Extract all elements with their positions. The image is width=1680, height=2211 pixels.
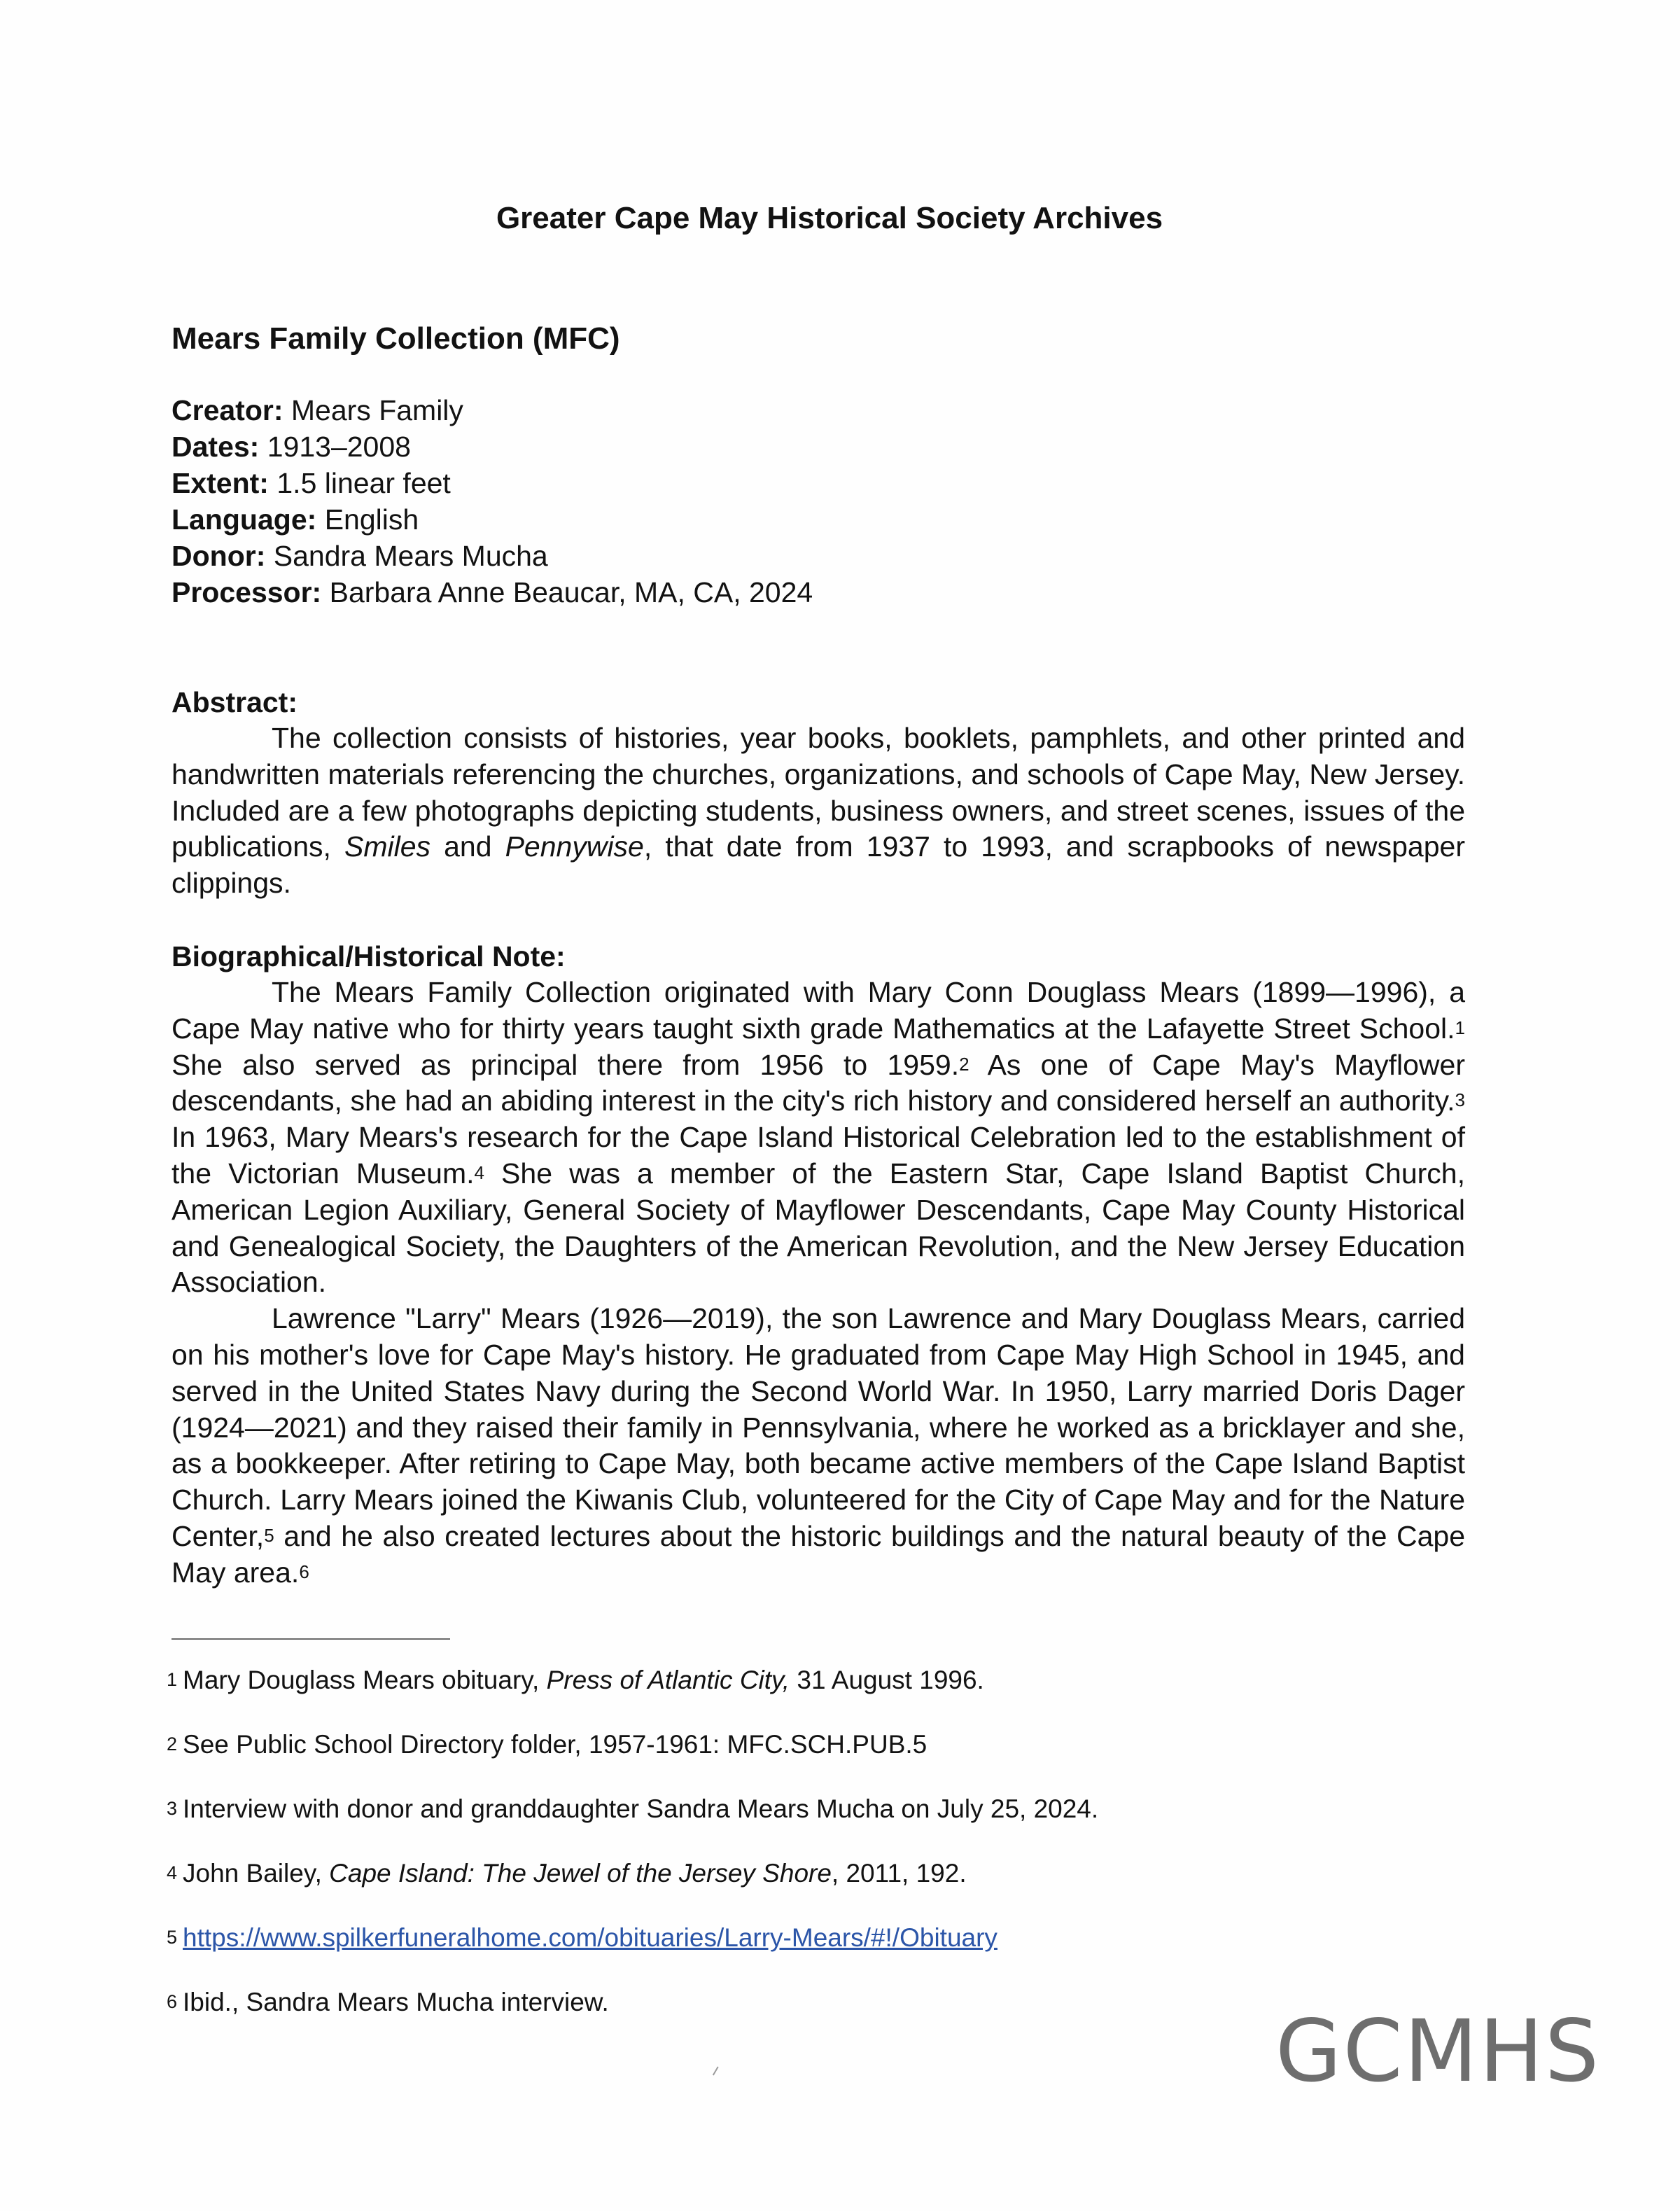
biography-paragraph-mary — [172, 975, 1465, 1301]
biography-text: She was a member of the Eastern Star, Cape Island Baptist Church, American Legion Auxiliary, General Society of Mayflower Descendants, Cape May County Historical and Genealogical Society, the Daughters of the American Revolution, and the New Jersey Education Association. — [172, 1157, 1465, 1299]
metadata-value: Barbara Anne Beaucar, MA, CA, 2024 — [329, 576, 813, 608]
abstract-heading: Abstract: — [172, 686, 298, 718]
abstract-section — [172, 684, 1465, 902]
metadata-row-creator — [172, 392, 813, 428]
biography-text: She also served as principal there from 1956 to 1959. — [172, 1048, 960, 1081]
footnote-text: Ibid., Sandra Mears Mucha interview. — [183, 1988, 609, 2016]
metadata-value: 1913–2008 — [267, 431, 411, 463]
biography-text: Lawrence "Larry" Mears (1926—2019), the son Lawrence and Mary Douglass Mears, carried on his mother's love for Cape May's history. He graduated from Cape May High School in 1945, and served in the United States Navy during the Second World War. In 1950, Larry married Doris Dager (1924—2021) and they raised their family in Pennsylvania, where he worked as a bricklayer and she, as a bookkeeper. After retiring to Cape May, both became active members of the Cape Island Baptist Church. Larry Mears joined the Kiwanis Club, volunteered for the City of Cape May and for the Nature Center, — [172, 1302, 1465, 1552]
footnote-text: 31 August 1996. — [790, 1666, 984, 1694]
collection-title: Mears Family Collection (MFC) — [172, 321, 620, 356]
metadata-row-donor — [172, 538, 813, 574]
metadata-label: Extent: — [172, 467, 269, 499]
metadata-value: Mears Family — [290, 394, 463, 426]
footnote-text: Interview with donor and granddaughter Sandra Mears Mucha on July 25, 2024. — [183, 1794, 1099, 1823]
abstract-text: and — [430, 830, 505, 863]
biography-text: and he also created lectures about the historic buildings and the natural beauty of the Cape May area. — [172, 1519, 1465, 1589]
footnote-number: 1 — [167, 1669, 178, 1690]
metadata-row-extent — [172, 465, 813, 501]
abstract-text: The collection consists of histories, year books, booklets, pamphlets, and other printed and handwritten materials referencing the churches, organizations, and schools of Cape May, New Jersey. Included are a few photographs depicting students, business owners, and street scenes, issues of the publications, — [172, 722, 1465, 863]
publication-title-pennywise: Pennywise — [505, 830, 644, 863]
metadata-value: Sandra Mears Mucha — [273, 540, 548, 572]
collection-metadata — [172, 392, 813, 611]
footnote-ref-2[interactable]: 2 — [959, 1053, 969, 1075]
abstract-text: , that date from 1937 to 1993, and scrapbooks of newspaper clippings. — [172, 830, 1465, 900]
footnote-text: , 2011, 192. — [831, 1859, 967, 1888]
biography-text: As one of Cape May's Mayflower descendants, she had an abiding interest in the city's rich history and considered herself an authority. — [172, 1048, 1465, 1117]
metadata-value: 1.5 linear feet — [276, 467, 451, 499]
organization-title: Greater Cape May Historical Society Archives — [496, 201, 1163, 235]
footnote-source-title: Press of Atlantic City, — [546, 1666, 790, 1694]
footnote-number: 4 — [167, 1862, 178, 1883]
footnote-ref-4[interactable]: 4 — [474, 1162, 484, 1183]
obituary-link[interactable]: https://www.spilkerfuneralhome.com/obituaries/Larry-Mears/#!/Obituary — [183, 1923, 997, 1952]
metadata-label: Processor: — [172, 576, 322, 608]
biographical-heading: Biographical/Historical Note: — [172, 940, 566, 972]
scan-mark — [713, 2066, 721, 2077]
biographical-section — [172, 938, 1465, 1591]
biography-text: In 1963, Mary Mears's research for the Cape Island Historical Celebration led to the establishment of the Victorian Museum. — [172, 1121, 1465, 1190]
metadata-label: Donor: — [172, 540, 266, 572]
footnote-5 — [167, 1920, 1497, 1955]
biography-paragraph-larry — [172, 1301, 1465, 1591]
footnote-number: 6 — [167, 1991, 178, 2012]
footnote-ref-5[interactable]: 5 — [264, 1524, 274, 1546]
footnote-1 — [167, 1662, 1497, 1698]
footnote-text: John Bailey, — [183, 1859, 330, 1888]
metadata-label: Language: — [172, 503, 317, 536]
biography-text: The Mears Family Collection originated with Mary Conn Douglass Mears (1899—1996), a Cape May native who for thirty years taught sixth grade Mathematics at the Lafayette Street School. — [172, 976, 1465, 1045]
abstract-paragraph — [172, 720, 1465, 902]
footnote-3 — [167, 1791, 1497, 1827]
metadata-row-language — [172, 501, 813, 538]
publication-title-smiles: Smiles — [344, 830, 431, 863]
footnote-4 — [167, 1855, 1497, 1891]
footnote-number: 3 — [167, 1798, 178, 1819]
footnote-source-title: Cape Island: The Jewel of the Jersey Shore — [329, 1859, 832, 1888]
footnote-2 — [167, 1727, 1497, 1762]
footnote-ref-6[interactable]: 6 — [299, 1561, 309, 1582]
footnote-text: Mary Douglass Mears obituary, — [183, 1666, 547, 1694]
metadata-value: English — [324, 503, 419, 536]
footnote-ref-3[interactable]: 3 — [1455, 1089, 1465, 1111]
footnotes-list — [167, 1662, 1497, 2049]
metadata-label: Creator: — [172, 394, 284, 426]
footnote-divider — [172, 1638, 450, 1640]
footnote-ref-1[interactable]: 1 — [1455, 1017, 1465, 1038]
metadata-row-processor — [172, 574, 813, 611]
metadata-label: Dates: — [172, 431, 260, 463]
metadata-row-dates — [172, 428, 813, 465]
footnote-number: 5 — [167, 1927, 178, 1948]
footnote-number: 2 — [167, 1734, 178, 1755]
gcmhs-watermark: GCMHS — [1275, 2002, 1601, 2101]
footnote-text: See Public School Directory folder, 1957-1961: MFC.SCH.PUB.5 — [183, 1730, 927, 1759]
